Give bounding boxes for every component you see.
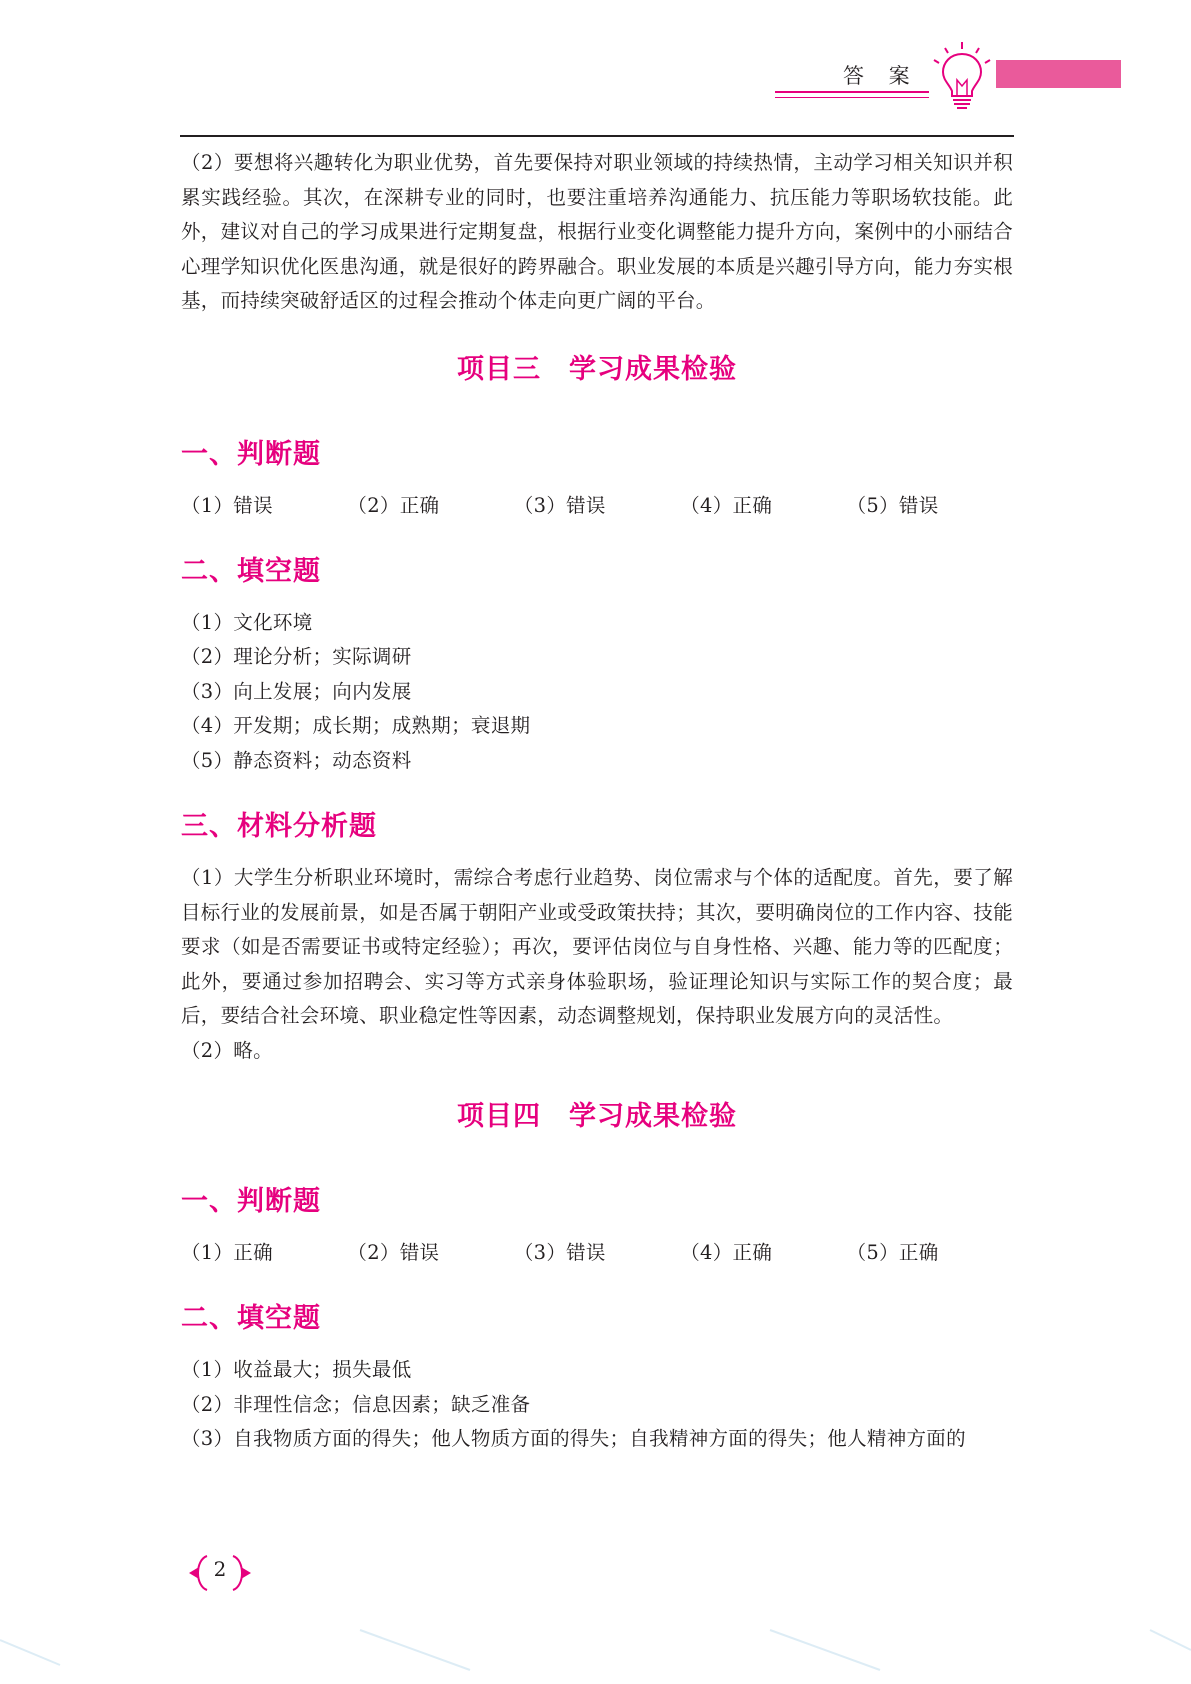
judge-answer: （3）错误 xyxy=(513,1241,606,1264)
page-content xyxy=(181,146,1013,1457)
judge-answer: （2）正确 xyxy=(347,493,440,517)
analysis-answer-2: （2）略。 xyxy=(181,1038,273,1062)
watermark-icon xyxy=(0,1610,1191,1684)
fill-answer: （3）向上发展；向内发展 xyxy=(181,679,412,703)
project4-judge-heading: 一、判断题 xyxy=(181,1186,321,1217)
project3-fill-heading: 二、填空题 xyxy=(181,555,321,587)
fill-answer: （1）收益最大；损失最低 xyxy=(181,1358,412,1381)
judge-answer: （5）正确 xyxy=(846,1241,939,1264)
judge-answer: （4）正确 xyxy=(680,493,773,517)
header-accent-bar xyxy=(996,60,1121,88)
judge-answer: （3）错误 xyxy=(513,493,606,517)
header-underline-thin xyxy=(775,97,929,98)
header-title: 答 案 xyxy=(843,64,919,88)
header-underline xyxy=(775,91,929,93)
judge-answer: （1）错误 xyxy=(181,493,273,517)
project3-title: 项目三 学习成果检验 xyxy=(457,353,737,385)
project4-judge-answers xyxy=(181,1236,1013,1270)
project3-analysis-heading: 三、材料分析题 xyxy=(181,811,377,842)
judge-answer: （4）正确 xyxy=(680,1241,773,1264)
fill-answer: （5）静态资料；动态资料 xyxy=(181,748,412,772)
project3-judge-heading: 一、判断题 xyxy=(181,438,321,470)
intro-paragraph: （2）要想将兴趣转化为职业优势，首先要保持对职业领域的持续热情，主动学习相关知识并积累实践经验。其次，在深耕专业的同时，也要注重培养沟通能力、抗压能力等职场软技能。此外，建议对自己的学习成果进行定期复盘，根据行业变化调整能力提升方向，案例中的小丽结合心理学知识优化医患沟通，就是很好的跨界融合。职业发展的本质是兴趣引导方向，能力夯实根基，而持续突破舒适区的过程会推动个体走向更广阔的平台。 xyxy=(181,151,1013,312)
lightbulb-icon xyxy=(927,40,997,112)
fill-answer: （3）自我物质方面的得失；他人物质方面的得失；自我精神方面的得失；他人精神方面的 xyxy=(181,1427,966,1450)
page-number: 2 xyxy=(213,1557,227,1581)
judge-answer: （2）错误 xyxy=(347,1241,440,1264)
project4-fill-heading: 二、填空题 xyxy=(181,1303,321,1334)
judge-answer: （1）正确 xyxy=(181,1241,273,1264)
project4-title: 项目四 学习成果检验 xyxy=(457,1101,737,1132)
judge-answer: （5）错误 xyxy=(846,493,939,517)
analysis-answer-1: （1）大学生分析职业环境时，需综合考虑行业趋势、岗位需求与个体的适配度。首先，要了解目标行业的发展前景，如是否属于朝阳产业或受政策扶持；其次，要明确岗位的工作内容、技能要求（如是否需要证书或特定经验）；再次，要评估岗位与自身性格、兴趣、能力等的匹配度；此外，要通过参加招聘会、实习等方式亲身体验职场，验证理论知识与实际工作的契合度；最后，要结合社会环境、职业稳定性等因素，动态调整规划，保持职业发展方向的灵活性。 xyxy=(181,866,1013,1027)
project3-judge-answers xyxy=(181,489,1013,523)
fill-answer: （2）理论分析；实际调研 xyxy=(181,645,412,668)
fill-answer: （4）开发期；成长期；成熟期；衰退期 xyxy=(181,714,531,737)
header-rule xyxy=(180,135,1014,137)
fill-answer: （2）非理性信念；信息因素；缺乏准备 xyxy=(181,1392,531,1416)
fill-answer: （1）文化环境 xyxy=(181,610,313,634)
